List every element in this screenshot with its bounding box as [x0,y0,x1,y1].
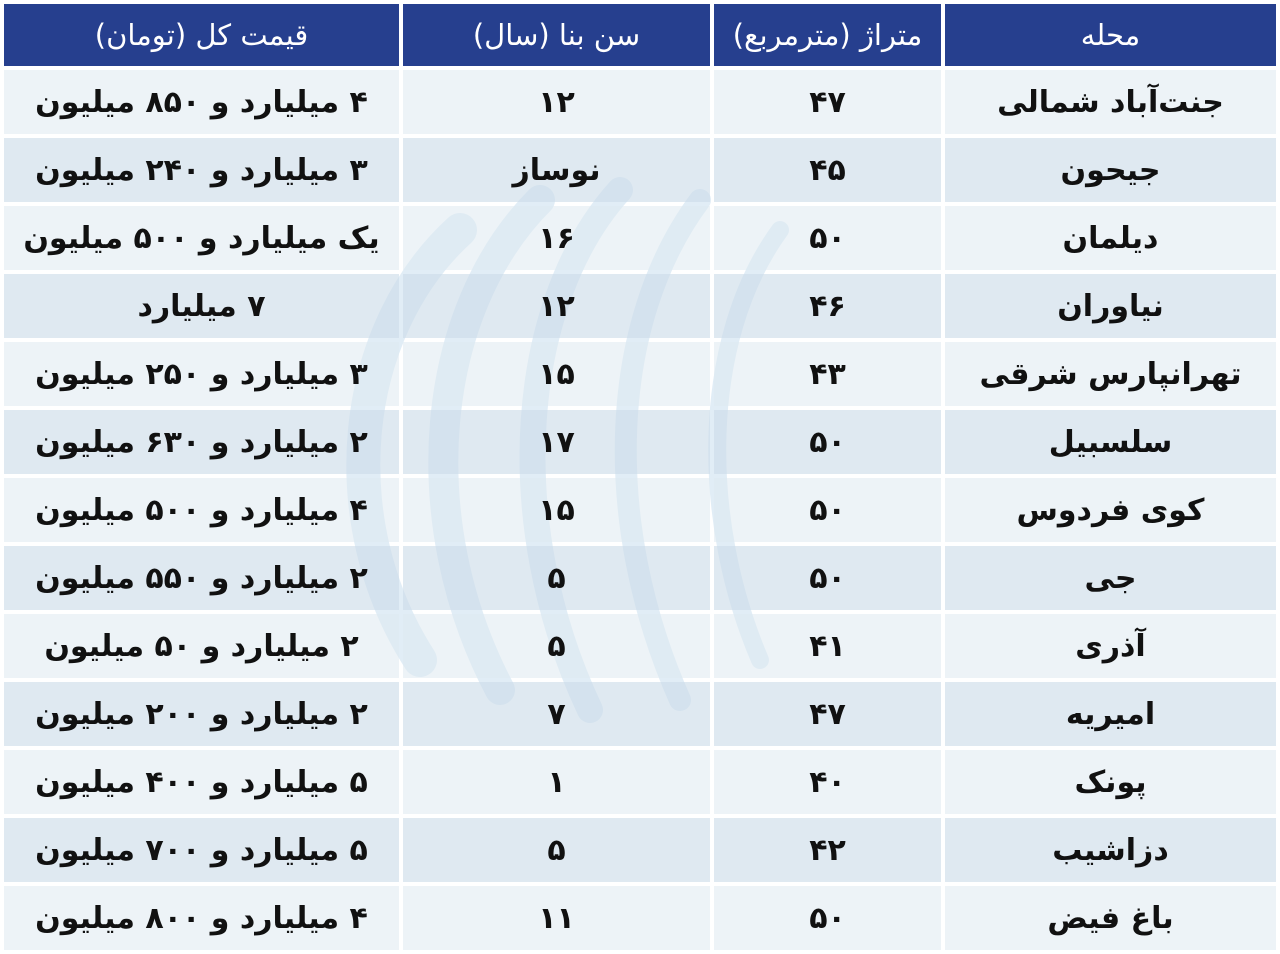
cell-total-price: ۴ میلیارد و ۸۰۰ میلیون [4,886,399,950]
cell-area: ۴۲ [714,818,941,882]
cell-neighborhood: جی [945,546,1276,610]
table-row [4,342,1276,406]
cell-building-age: ۱۵ [403,342,710,406]
table-row [4,886,1276,950]
cell-building-age: ۱ [403,750,710,814]
cell-area: ۵۰ [714,886,941,950]
cell-neighborhood: آذری [945,614,1276,678]
header-area: متراژ (مترمربع) [714,4,941,66]
cell-building-age: ۱۲ [403,70,710,134]
cell-building-age: ۱۶ [403,206,710,270]
table-row [4,546,1276,610]
cell-area: ۵۰ [714,410,941,474]
header-row [4,4,1276,66]
cell-building-age: ۷ [403,682,710,746]
cell-neighborhood: کوی فردوس [945,478,1276,542]
table-row [4,750,1276,814]
cell-area: ۴۶ [714,274,941,338]
cell-neighborhood: دیلمان [945,206,1276,270]
cell-area: ۵۰ [714,546,941,610]
cell-total-price: ۵ میلیارد و ۴۰۰ میلیون [4,750,399,814]
table-row [4,70,1276,134]
table-row [4,410,1276,474]
cell-building-age: ۵ [403,546,710,610]
cell-total-price: ۴ میلیارد و ۸۵۰ میلیون [4,70,399,134]
cell-total-price: ۲ میلیارد و ۶۳۰ میلیون [4,410,399,474]
cell-area: ۴۷ [714,682,941,746]
cell-total-price: یک میلیارد و ۵۰۰ میلیون [4,206,399,270]
table-row [4,818,1276,882]
table-row [4,138,1276,202]
cell-area: ۴۷ [714,70,941,134]
cell-neighborhood: باغ فیض [945,886,1276,950]
cell-building-age: ۱۷ [403,410,710,474]
cell-neighborhood: نیاوران [945,274,1276,338]
cell-total-price: ۲ میلیارد و ۲۰۰ میلیون [4,682,399,746]
cell-building-age: نوساز [403,138,710,202]
cell-area: ۴۱ [714,614,941,678]
cell-total-price: ۷ میلیارد [4,274,399,338]
cell-area: ۴۳ [714,342,941,406]
cell-building-age: ۵ [403,818,710,882]
cell-building-age: ۵ [403,614,710,678]
cell-building-age: ۱۱ [403,886,710,950]
cell-total-price: ۲ میلیارد و ۵۵۰ میلیون [4,546,399,610]
cell-building-age: ۱۵ [403,478,710,542]
cell-area: ۴۰ [714,750,941,814]
header-building-age: سن بنا (سال) [403,4,710,66]
cell-total-price: ۴ میلیارد و ۵۰۰ میلیون [4,478,399,542]
cell-total-price: ۲ میلیارد و ۵۰ میلیون [4,614,399,678]
cell-total-price: ۳ میلیارد و ۲۴۰ میلیون [4,138,399,202]
table-row [4,478,1276,542]
header-total-price: قیمت کل (تومان) [4,4,399,66]
cell-area: ۵۰ [714,478,941,542]
header-neighborhood: محله [945,4,1276,66]
cell-neighborhood: تهرانپارس شرقی [945,342,1276,406]
cell-neighborhood: جنت‌آباد شمالی [945,70,1276,134]
cell-neighborhood: امیریه [945,682,1276,746]
table-row [4,682,1276,746]
table-row [4,614,1276,678]
cell-neighborhood: پونک [945,750,1276,814]
cell-neighborhood: جیحون [945,138,1276,202]
cell-area: ۴۵ [714,138,941,202]
cell-total-price: ۵ میلیارد و ۷۰۰ میلیون [4,818,399,882]
cell-building-age: ۱۲ [403,274,710,338]
cell-neighborhood: دزاشیب [945,818,1276,882]
table-row [4,274,1276,338]
cell-total-price: ۳ میلیارد و ۲۵۰ میلیون [4,342,399,406]
cell-area: ۵۰ [714,206,941,270]
cell-neighborhood: سلسبیل [945,410,1276,474]
table-row [4,206,1276,270]
